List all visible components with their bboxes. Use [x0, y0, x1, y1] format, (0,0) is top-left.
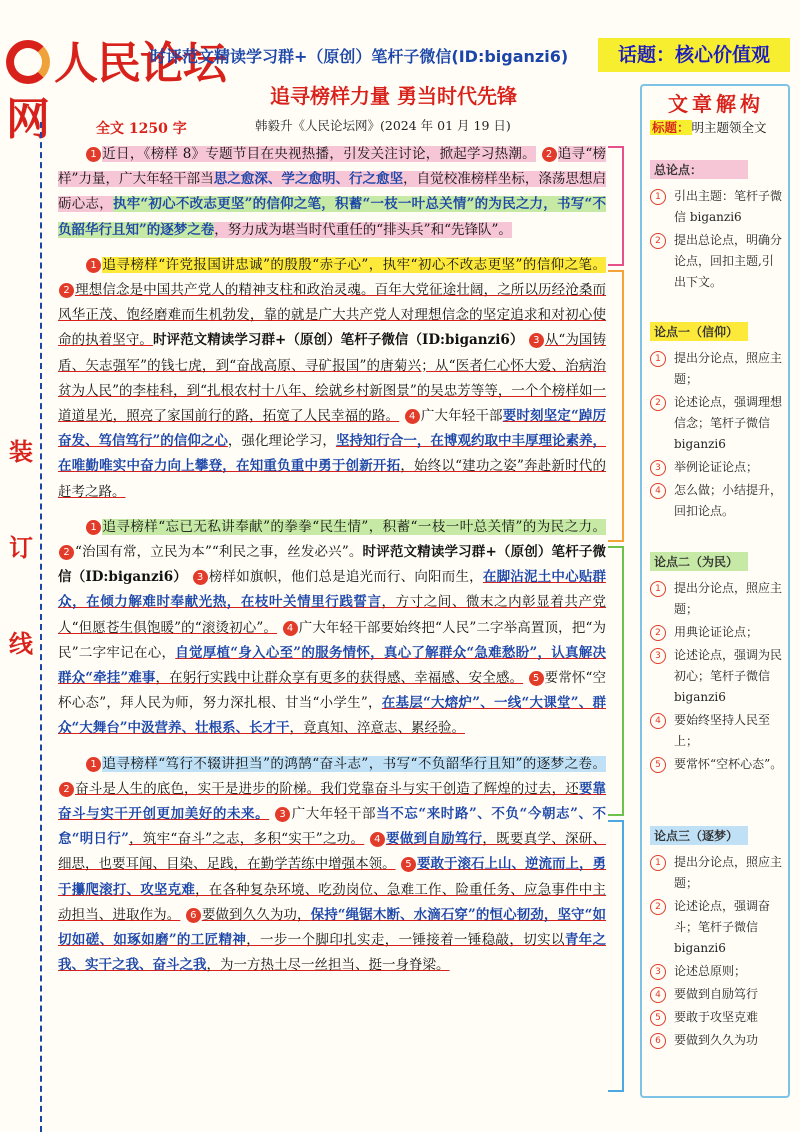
sentence: ，努力成为堪当时代重任的“排头兵”和“先锋队”。: [214, 221, 512, 238]
marker-number: 2: [59, 283, 74, 298]
marker-number: 1: [86, 147, 101, 162]
sentence: 从“为国铸盾、矢志强军”的钱七虎，到“奋战高原、寻矿报国”的唐菊兴；从“医者仁心怀大爱、治病治贫为人民”的李桂科，到“扎根农村十八年、绘就乡村新图景”的吴忠芳等等，一个个榜样如一道道星光，照亮了家国前行的路，拓宽了人民幸福的路。: [58, 332, 606, 425]
marker-number: 5: [401, 857, 416, 872]
word-count: 全文 1250 字: [96, 121, 187, 137]
bracket-point-3: [608, 820, 624, 1092]
number-icon: 1: [650, 189, 666, 205]
binding-char-3: 线: [9, 629, 33, 658]
key-phrase: 执牢“初心不改志更坚”的信仰之笔，积蓄“一枝一叶总关情”的为民之力，: [112, 196, 558, 213]
bracket-point-2: [608, 546, 624, 816]
key-phrase: 要时刻坚定“踔厉奋发、笃信笃行”的信仰之心: [58, 408, 607, 450]
paragraph-point-2: [58, 515, 606, 742]
number-icon: 5: [650, 1010, 666, 1026]
key-phrase: 保持“绳锯木断、水滴石穿”的恒心韧劲，坚守“如切如磋、如琢如磨”的工匠精神: [58, 906, 607, 949]
sentence: 广大年轻干部: [420, 408, 503, 425]
sentence: ，方寸之间、微末之内彰显着共产党人“但愿苍生俱饱暖”的“滚烫初心”。: [58, 594, 607, 636]
list-item: 2 提出总论点，明确分论点，回扣主题,引出下文。: [650, 230, 784, 293]
section-items-point-1: [650, 348, 784, 524]
brand-banner: 时评范文精读学习群+（原创）笔杆子微信(ID:biganzi6): [150, 47, 569, 66]
binding-line: [40, 122, 42, 1132]
sentence: “治国有常，立民为本”“利民之事，丝发必兴”。: [75, 544, 363, 561]
list-item: 1 提出分论点，照应主题；: [650, 578, 784, 620]
list-item: 3 举例论证论点；: [650, 457, 784, 478]
list-item: 4 要做到自励笃行: [650, 984, 784, 1005]
binding-char-2: 订: [9, 533, 33, 562]
list-item: 5 要常怀“空杯心态”。: [650, 754, 784, 775]
sentence: 广大年轻干部要始终把“人民”二字举高置顶，把“为民”二字牢记在心，: [58, 619, 606, 661]
sentence: ，在各种复杂环境、吃劲岗位、急难工作、险重任务、应急事件中主动担当、进取作为。: [58, 881, 607, 923]
sentence: ，竟真知、淬意志、累经验。: [289, 720, 466, 737]
key-phrase: 坚持知行合一，在博观约取中丰厚理论素养，在唯勤唯实中奋力向上攀登，在知重负重中勇于创新开拓: [58, 433, 607, 475]
list-item: 1 提出分论点，照应主题；: [650, 852, 784, 894]
section-items-point-2: [650, 578, 784, 777]
key-phrase: 自觉厚植“身入心至”的服务情怀，真心了解群众“急难愁盼”，认真解决群众“牵挂”难事: [58, 644, 606, 687]
sentence: 奋斗是人生的底色，实干是进步的阶梯。我们党靠奋斗与实干创造了辉煌的过去，还: [75, 780, 579, 797]
article-title: 追寻榜样力量 勇当时代先锋: [270, 84, 517, 108]
number-icon: 1: [650, 581, 666, 597]
title-tag: 标题：: [652, 120, 690, 135]
marker-number: 3: [529, 333, 544, 348]
sentence: 近日，《榜样 8》专题节目在央视热播，引发关注讨论，掀起学习热潮。: [102, 146, 536, 162]
marker-number: 4: [283, 621, 298, 636]
number-icon: 3: [650, 648, 666, 664]
marker-number: 1: [86, 258, 101, 273]
point-sentence: 追寻榜样“许党报国讲忠诚”的殷殷“赤子心”，执牢“初心不改志更坚”的信仰之笔。: [102, 256, 606, 273]
sentence: ，强化理论学习，: [227, 433, 336, 450]
point-sentence: 追寻榜样“笃行不辍讲担当”的鸿鹄“奋斗志”，书写“不负韶华行且知”的逐梦之卷。: [102, 755, 606, 772]
topic-badge: 话题：核心价值观: [598, 38, 790, 72]
article-body: [58, 142, 606, 989]
section-head-point-3: 论点三（逐梦）: [650, 826, 748, 845]
panel-title: 文章解构: [668, 92, 764, 116]
marker-number: 1: [86, 520, 101, 535]
sentence: 榜样如旗帜，他们总是追光而行、向阳而生，: [208, 569, 483, 586]
site-logo: 人民论坛网: [6, 38, 226, 145]
key-phrase: 要做到自励笃行: [385, 831, 483, 848]
key-phrase: 书写“不负韶华行且知”的逐梦之卷: [58, 196, 607, 238]
section-items-point-3: [650, 852, 784, 1053]
section-items-overview: [650, 186, 784, 295]
paragraph-intro: [58, 142, 606, 243]
list-item: 4 怎么做；小结提升，回扣论点。: [650, 480, 784, 522]
number-icon: 2: [650, 395, 666, 411]
sentence: ，自觉校准榜样坐标，涤荡思想启砺心志，: [58, 171, 607, 213]
sentence: ，筑牢“奋斗”之志，多积“实干”之功。: [128, 831, 365, 848]
number-icon: 1: [650, 351, 666, 367]
paragraph-point-1: [58, 253, 606, 505]
number-icon: 3: [650, 460, 666, 476]
logo-swirl-icon: [6, 40, 50, 84]
sentence: 理想信念是中国共产党人的精神支柱和政治灵魂。百年大党征途壮阔，之所以历经沧桑而风华正茂、饱经磨难而生机勃发，靠的就是广大共产党人对理想信念的坚定追求和对初心使命的执着坚守。: [58, 282, 606, 349]
point-sentence: 追寻榜样“忘已无私讲奉献”的拳拳“民生情”，积蓄“一枝一叶总关情”的为民之力。: [102, 518, 606, 535]
list-item: 3 论述总原则；: [650, 961, 784, 982]
sentence: ，在躬行实践中让群众享有更多的获得感、幸福感、安全感。: [155, 670, 524, 687]
marker-number: 2: [542, 147, 557, 162]
number-icon: 6: [650, 1033, 666, 1049]
key-phrase: 思之愈深、学之愈明、行之愈坚: [213, 171, 404, 188]
marker-number: 1: [86, 757, 101, 772]
sentence: ，始终以“建功之姿”奔赴新时代的赶考之路。: [58, 458, 606, 500]
sentence: 要做到久久为功，: [201, 906, 311, 923]
sentence: 追寻“榜样”力量，广大年轻干部当: [58, 146, 606, 188]
sentence: ，既要真学、深研、细思，也要耳闻、目染、足践，在勤学苦练中增强本领。: [58, 831, 607, 873]
sentence: ，为一方热土尽一丝担当、挺一身脊梁。: [206, 957, 450, 974]
list-item: 2 论述论点，强调奋斗；笔杆子微信 biganzi6: [650, 896, 784, 959]
watermark-text: 时评范文精读学习群+（原创）笔杆子微信（ID:biganzi6）: [152, 332, 524, 349]
key-phrase: 在脚沾泥土中心贴群众，在倾力解难时奉献光热，在枝叶关情里行践誓言: [58, 569, 607, 611]
binding-char-1: 装: [9, 437, 33, 466]
number-icon: 2: [650, 625, 666, 641]
watermark-text: 时评范文精读学习群+（原创）笔杆子微信（ID:biganzi6）: [58, 544, 607, 586]
paragraph-point-3: [58, 752, 606, 979]
sentence: 要常怀“空杯心态”，拜人民为师，努力深扎根、甘当“小学生”，: [58, 670, 607, 712]
section-head-overview: 总论点：: [650, 160, 748, 179]
marker-number: 5: [529, 671, 544, 686]
number-icon: 5: [650, 757, 666, 773]
article-byline: 韩毅升《人民论坛网》(2024 年 01 月 19 日): [255, 118, 511, 133]
marker-number: 2: [59, 782, 74, 797]
number-icon: 4: [650, 483, 666, 499]
marker-number: 4: [370, 832, 385, 847]
list-item: 6 要做到久久为功: [650, 1030, 784, 1051]
panel-title-note: [650, 118, 788, 138]
marker-number: 4: [405, 409, 420, 424]
number-icon: 4: [650, 713, 666, 729]
key-phrase: 青年之我、实干之我、奋斗之我: [58, 932, 607, 974]
marker-number: 6: [186, 908, 201, 923]
title-note-text: 明主题领全文: [691, 120, 767, 135]
section-head-point-1: 论点一（信仰）: [650, 322, 748, 341]
number-icon: 2: [650, 899, 666, 915]
bracket-intro: [608, 146, 624, 266]
list-item: 3 论述论点，强调为民初心；笔杆子微信 biganzi6: [650, 645, 784, 708]
section-head-point-2: 论点二（为民）: [650, 552, 748, 571]
number-icon: 2: [650, 233, 666, 249]
number-icon: 3: [650, 964, 666, 980]
key-phrase: 要敢于滚石上山、逆流而上，勇于攥爬滚打、攻坚克难: [58, 856, 607, 898]
sentence: 广大年轻干部: [291, 806, 377, 823]
key-phrase: 要靠奋斗与实干开创更加美好的未来。: [58, 780, 607, 823]
list-item: 4 要始终坚持人民至上；: [650, 710, 784, 752]
marker-number: 2: [59, 545, 74, 560]
sentence: ，一步一个脚印扎实走，一锤接着一锤稳敲，切实以: [246, 932, 565, 949]
number-icon: 4: [650, 987, 666, 1003]
bracket-point-1: [608, 270, 624, 542]
list-item: 2 论述论点，强调理想信念；笔杆子微信 biganzi6: [650, 392, 784, 455]
list-item: 5 要敢于攻坚克难: [650, 1007, 784, 1028]
marker-number: 3: [275, 807, 290, 822]
list-item: 1 提出分论点，照应主题；: [650, 348, 784, 390]
key-phrase: 在基层“大熔炉”、一线“大课堂”、群众“大舞台”中汲营养、壮根系、长才干: [58, 695, 606, 737]
marker-number: 3: [193, 570, 208, 585]
number-icon: 1: [650, 855, 666, 871]
key-phrase: 当不忘“来时路”、不负“今朝志”、不怠“明日行”: [58, 806, 607, 848]
list-item: 1 引出主题：笔杆子微信 biganzi6: [650, 186, 784, 228]
list-item: 2 用典论证论点；: [650, 622, 784, 643]
